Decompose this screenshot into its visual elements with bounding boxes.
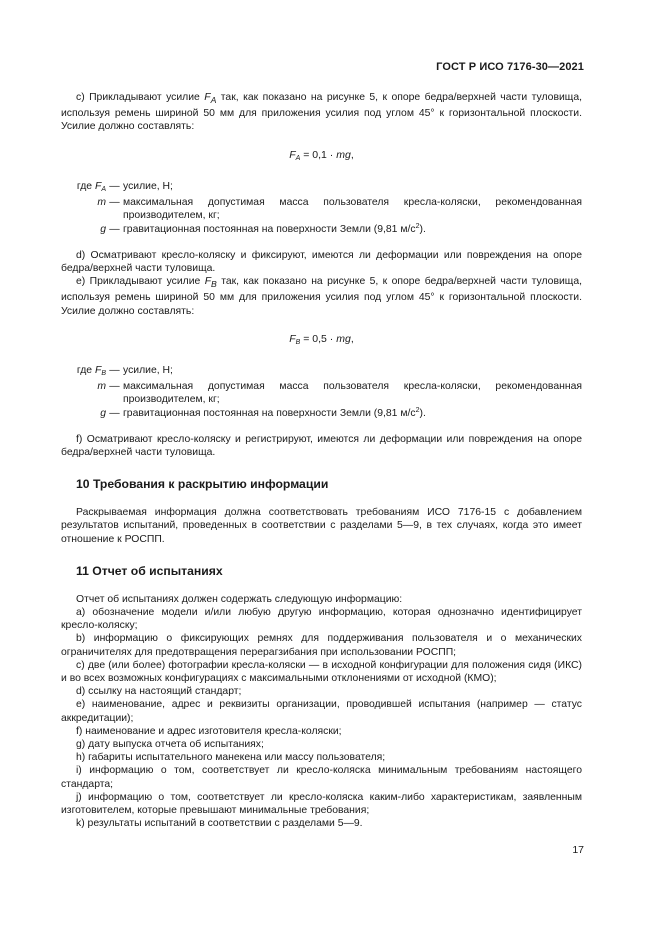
- list-item: h) габариты испытательного манекена или массу пользователя;: [76, 752, 386, 764]
- definition-row: где $F_B$ — усилие, Н;: [76, 365, 173, 377]
- list-item: k) результаты испытаний в соответствии с разделами 5—9.: [76, 818, 363, 830]
- list-item: b) информацию о фиксирующих ремнях для поддерживания пользователя и о механических ограничителях для предотвращения перерагзибания при использовании РОСПП;: [61, 633, 582, 658]
- definition-row: где $F_A$ — усилие, Н;: [76, 180, 173, 193]
- section-10-heading: 10 Требования к раскрытию информации: [76, 477, 329, 492]
- formula-fa-definitions: [61, 180, 582, 236]
- list-item: g) дату выпуска отчета об испытаниях;: [76, 739, 264, 751]
- item-e: e) Прикладывают усилие $F_B$ так, как показано на рисунке 5, к опоре бедра/верхней части туловища, используя ремень шириной 50 мм для приложения усилия под углом 45° к горизонтальной плоскости. Усилие должно составлять:: [61, 276, 582, 317]
- list-item: c) две (или более) фотографии кресла-коляски — в исходной конфигурации для положения сидя (ИКС) и во всех возможных конфигурациях с максимальными отклонениями от исходной (КМО);: [61, 659, 582, 685]
- list-item: f) наименование и адрес изготовителя кресла-коляски;: [76, 725, 342, 737]
- section-10-text: Раскрываемая информация должна соответствовать требованиям ИСО 7176-15 с добавлением результатов испытаний, проведенных в соответствии с разделами 5—9, в тех случаях, когда это имеет отношение к РОСПП.: [61, 507, 582, 545]
- item-f: f) Осматривают кресло-коляску и регистрируют, имеются ли деформации или повреждения на опоре бедра/верхней части туловища.: [61, 433, 582, 459]
- section-11-intro: Отчет об испытаниях должен содержать следующую информацию:: [76, 593, 403, 605]
- definition-row: m — максимальная допустимая масса пользователя кресла-коляски, рекомендованная производителем, кг;: [97, 197, 582, 222]
- formula-fb: $F_B = 0,5$ · mg,: [289, 332, 354, 346]
- list-item: j) информацию о том, соответствует ли кресло-коляска каким-либо характеристикам, заявленным изготовителем, которые превышают минимальные требования;: [61, 791, 582, 817]
- definition-row: m — максимальная допустимая масса пользователя кресла-коляски, рекомендованная производителем, кг;: [97, 381, 582, 406]
- page-content: [61, 91, 582, 830]
- document-code: ГОСТ Р ИСО 7176-30—2021: [436, 61, 584, 73]
- list-item: a) обозначение модели и/или любую другую информацию, которая однозначно идентифицирует кресло-коляску;: [61, 607, 582, 632]
- section-11-heading: 11 Отчет об испытаниях: [76, 563, 223, 578]
- page-number: 17: [572, 844, 584, 856]
- formula-fb-definitions: [61, 364, 582, 420]
- definition-row: g — гравитационная постоянная на поверхности Земли (9,81 $м/с^2$).: [100, 222, 426, 235]
- definition-row: g — гравитационная постоянная на поверхности Земли (9,81 $м/с^2$).: [100, 406, 426, 419]
- list-item: i) информацию о том, соответствует ли кресло-коляска минимальным требованиям настоящего стандарта;: [61, 765, 582, 790]
- list-item: e) наименование, адрес и реквизиты организации, проводившей испытания (например — статус аккредитации);: [61, 699, 582, 724]
- formula-fa: $F_A = 0,1$ · mg,: [289, 148, 354, 162]
- list-item: d) ссылку на настоящий стандарт;: [76, 686, 242, 698]
- item-d: d) Осматривают кресло-коляску и фиксируют, имеются ли деформации или повреждения на опоре бедра/верхней части туловища.: [61, 249, 582, 274]
- item-c: c) Прикладывают усилие $F_A$ так, как показано на рисунке 5, к опоре бедра/верхней части туловища, используя ремень шириной 50 мм для приложения усилия под углом 45° к горизонтальной плоскости. Усилие должно составлять:: [61, 92, 582, 133]
